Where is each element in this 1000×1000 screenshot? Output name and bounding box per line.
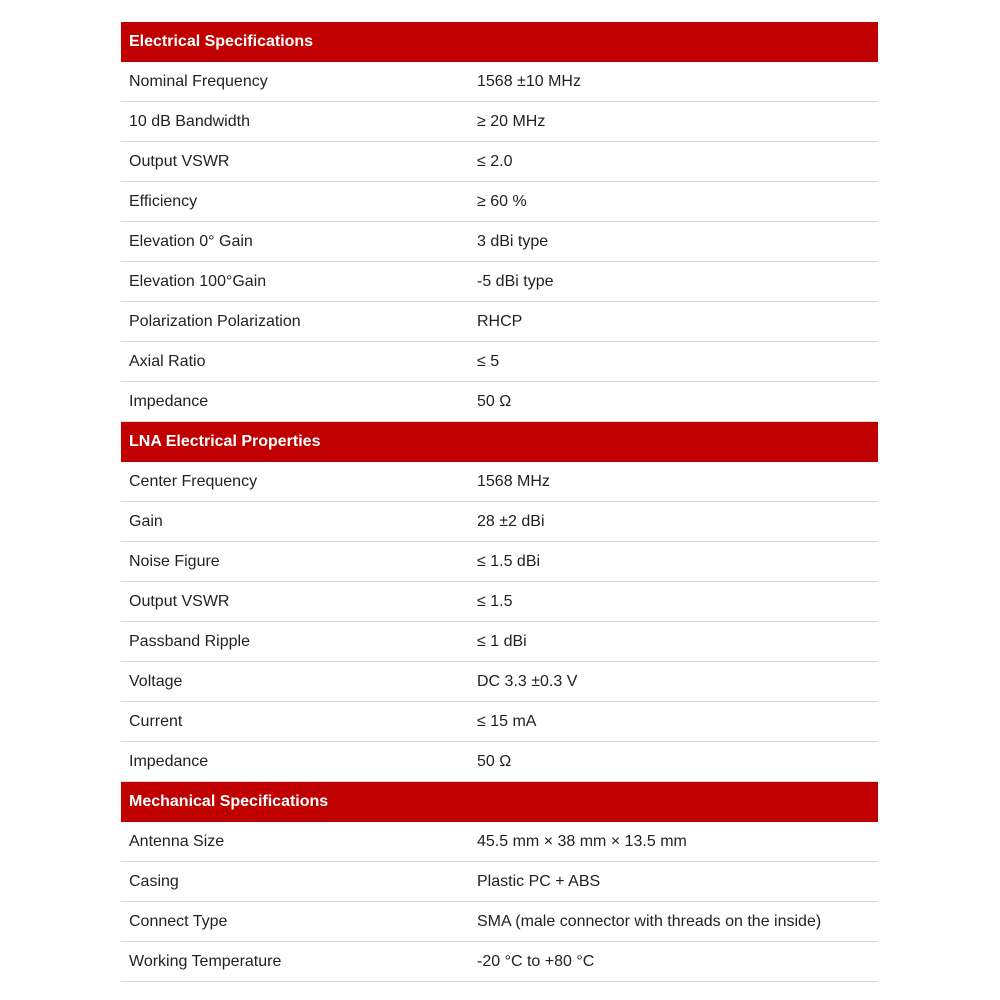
row-label: Impedance [129,752,209,770]
table-row [121,142,878,182]
table-row [121,702,878,742]
row-label: Impedance [129,392,209,410]
table-row [121,462,878,502]
table-row [121,742,878,782]
row-value: -5 dBi type [477,272,554,290]
table-row [121,942,878,982]
table-row [121,542,878,582]
row-label: Elevation 0° Gain [129,232,253,250]
row-value: ≥ 60 % [477,192,527,210]
row-label: Axial Ratio [129,352,206,370]
row-value: RHCP [477,312,523,330]
table-row [121,262,878,302]
row-value: Plastic PC + ABS [477,872,601,890]
row-value: SMA (male connector with threads on the inside) [477,912,822,930]
row-label: Output VSWR [129,152,230,170]
spec-table [121,22,878,982]
table-row [121,222,878,262]
row-value: 50 Ω [477,752,512,770]
row-label: 10 dB Bandwidth [129,112,250,130]
table-row [121,822,878,862]
row-value: 45.5 mm × 38 mm × 13.5 mm [477,832,687,850]
table-row [121,662,878,702]
table-row [121,182,878,222]
table-row [121,342,878,382]
section-header: Electrical Specifications [121,22,878,62]
row-value: 1568 MHz [477,472,550,490]
row-value: 1568 ±10 MHz [477,72,581,90]
section-lna-electrical-properties [121,422,878,782]
row-label: Output VSWR [129,592,230,610]
row-label: Gain [129,512,163,530]
row-value: ≥ 20 MHz [477,112,546,130]
row-label: Connect Type [129,912,228,930]
row-value: ≤ 1.5 dBi [477,552,541,570]
row-value: -20 °C to +80 °C [477,952,595,970]
row-value: ≤ 5 [477,352,500,370]
row-label: Current [129,712,183,730]
row-value: DC 3.3 ±0.3 V [477,672,578,690]
row-value: ≤ 2.0 [477,152,513,170]
section-electrical-specifications [121,22,878,422]
row-label: Voltage [129,672,183,690]
row-label: Casing [129,872,179,890]
row-value: 3 dBi type [477,232,549,250]
section-mechanical-specifications [121,782,878,982]
table-row [121,582,878,622]
section-header: Mechanical Specifications [121,782,878,822]
row-label: Elevation 100°Gain [129,272,267,290]
table-row [121,302,878,342]
row-label: Antenna Size [129,832,225,850]
row-label: Noise Figure [129,552,220,570]
table-row [121,622,878,662]
row-label: Nominal Frequency [129,72,268,90]
table-row [121,502,878,542]
row-value: ≤ 1 dBi [477,632,527,650]
row-value: ≤ 15 mA [477,712,537,730]
table-row [121,902,878,942]
table-row [121,862,878,902]
row-value: ≤ 1.5 [477,592,513,610]
table-row [121,62,878,102]
row-label: Passband Ripple [129,632,250,650]
row-value: 28 ±2 dBi [477,512,545,530]
row-label: Working Temperature [129,952,282,970]
row-label: Polarization Polarization [129,312,301,330]
table-row [121,382,878,422]
row-label: Efficiency [129,192,198,210]
table-row [121,102,878,142]
row-label: Center Frequency [129,472,258,490]
section-header: LNA Electrical Properties [121,422,878,462]
row-value: 50 Ω [477,392,512,410]
